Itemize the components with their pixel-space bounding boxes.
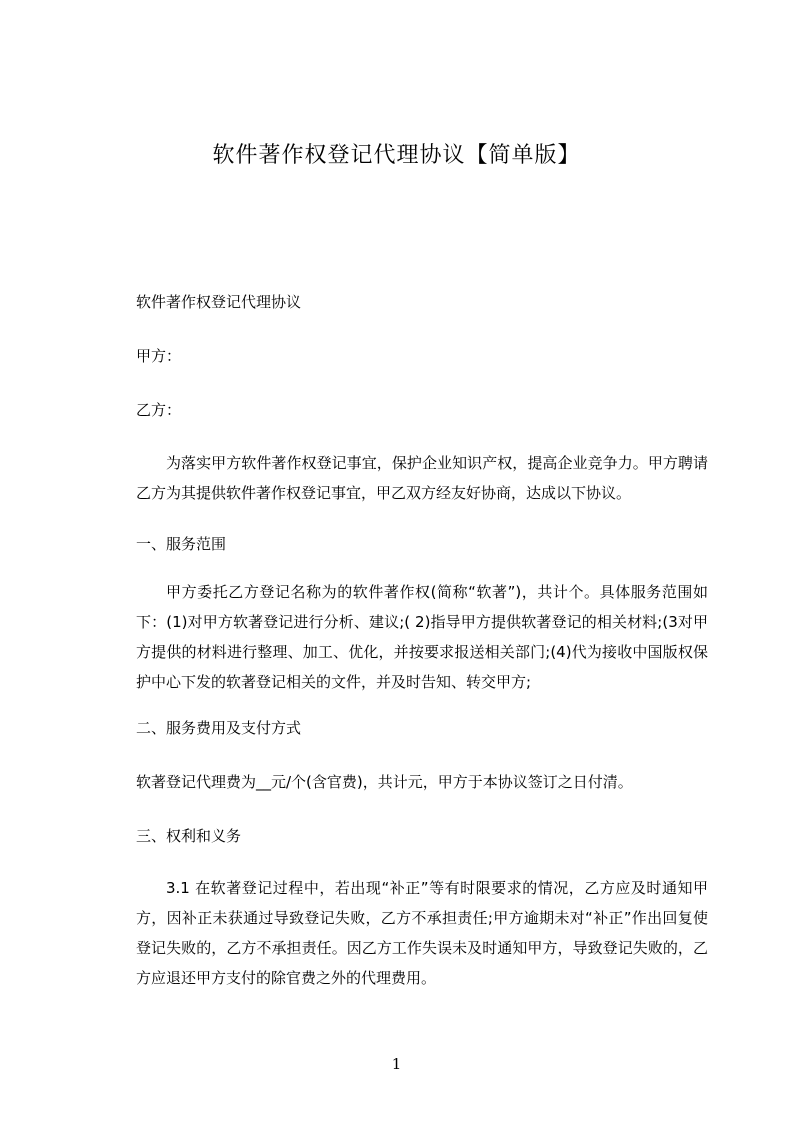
section-2-heading: 二、服务费用及支付方式 (136, 719, 302, 737)
section-3-body: 3.1 在软著登记过程中，若出现“补正”等有时限要求的情况，乙方应及时通知甲方，因补正未获通过导致登记失败，乙方不承担责任;甲方逾期未对“补正”作出回复使登记失败的，乙方不承担责任。因乙方工作失误未及时通知甲方，导致登记失败的，乙方应退还甲方支付的除官费之外的代理费用。 (136, 879, 708, 987)
party-b-label: 乙方： (136, 401, 182, 419)
page-number: 1 (391, 1055, 402, 1073)
party-a-label: 甲方： (136, 347, 182, 365)
section-2-body: 软著登记代理费为__元/个(含官费)，共计元，甲方于本协议签订之日付清。 (136, 773, 633, 791)
section-1-body: 甲方委托乙方登记名称为的软件著作权(简称“软著”)，共计个。具体服务范围如下：(1)对甲方软著登记进行分析、建议;( 2)指导甲方提供软著登记的相关材料;(3对甲方提供的材料进行整理、加工、优化，并按要求报送相关部门;(4)代为接收中国版权保护中心下发的软著登记相关的文件，并及时告知、转交甲方; (136, 583, 708, 691)
document-title: 软件著作权登记代理协议【简单版】 (212, 143, 581, 168)
agreement-subtitle: 软件著作权登记代理协议 (136, 293, 302, 311)
section-1-heading: 一、服务范围 (136, 535, 227, 553)
intro-paragraph: 为落实甲方软件著作权登记事宜，保护企业知识产权，提高企业竞争力。甲方聘请乙方为其提供软件著作权登记事宜，甲乙双方经友好协商，达成以下协议。 (136, 454, 708, 502)
section-3-heading: 三、权利和义务 (136, 827, 242, 845)
